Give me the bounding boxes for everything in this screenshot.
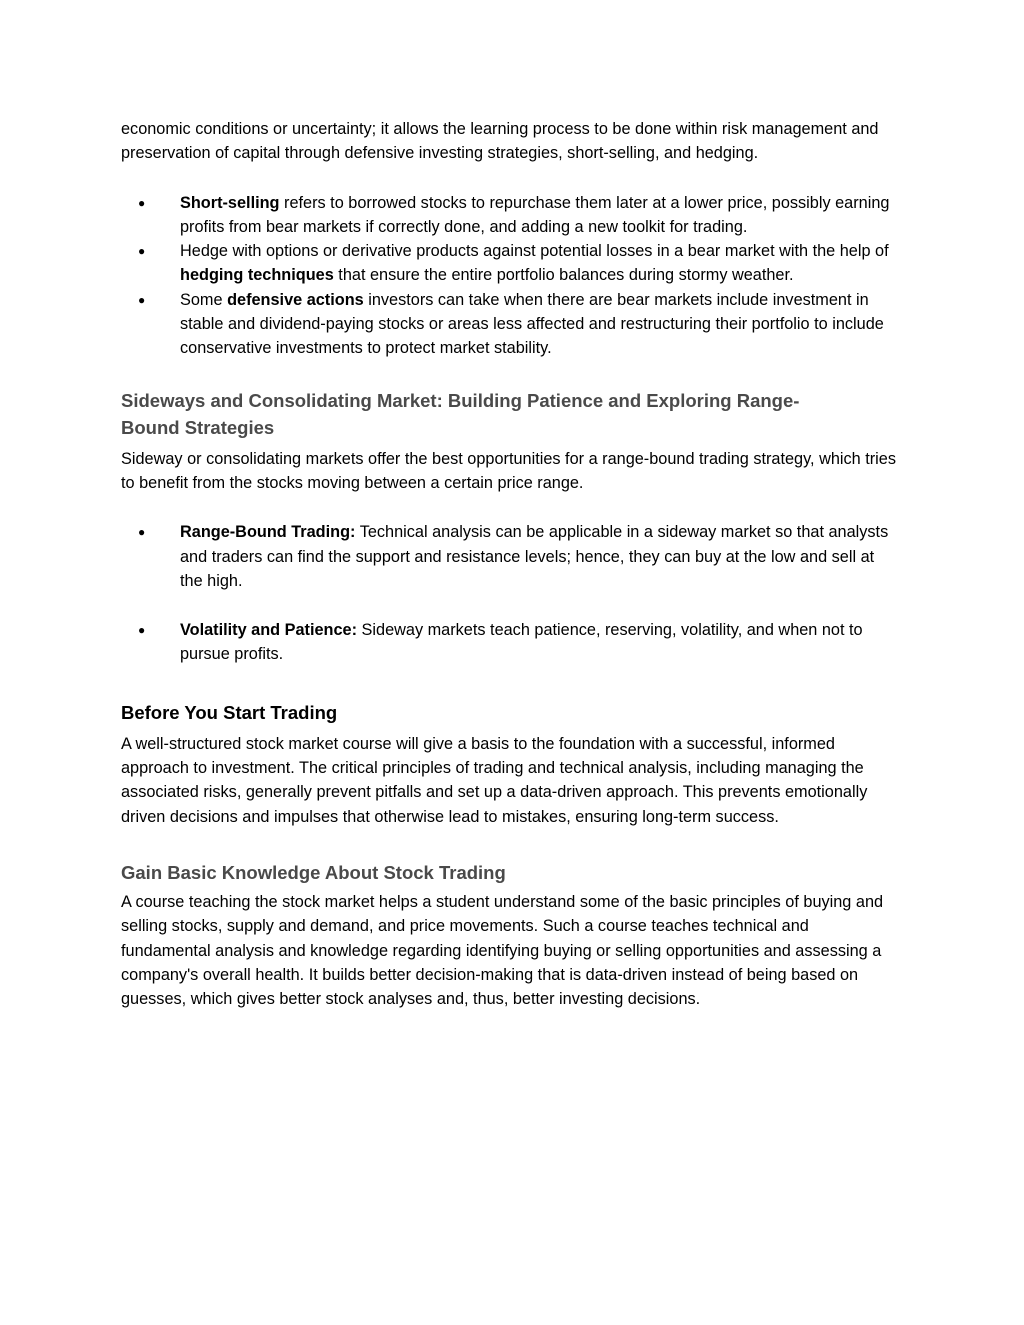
before-trading-paragraph: A well-structured stock market course will give a basis to the foundation with a successful, informed approach to investment. The critical principles of trading and technical analysis, including managing the associated risks, generally prevent pitfalls and set up a data-driven approach. This prevents emotionally driven decisions and impulses that otherwise lead to mistakes, ensuring long-term success. [121,734,868,826]
bullet-hedging: ● Hedge with options or derivative products against potential losses in a bear market with the help of hedging techniques that ensure the entire portfolio balances during stormy weather. [121,239,901,288]
bullet-bold-term: Range-Bound Trading: [180,523,356,542]
bullet-bold-term: defensive actions [227,290,364,309]
bullet-dot: ● [138,195,146,210]
bullet-volatility-patience: ● Volatility and Patience: Sideway markets teach patience, reserving, volatility, and when not to pursue profits. [121,618,901,667]
knowledge-heading: Gain Basic Knowledge About Stock Trading [121,861,506,883]
bullet-defensive-actions: ● Some defensive actions investors can take when there are bear markets include investment in stable and dividend-paying stocks or areas less affected and restructuring their portfolio to include conservative investments to protect market stability. [121,288,901,361]
knowledge-paragraph: A course teaching the stock market helps a student understand some of the basic principles of buying and selling stocks, supply and demand, and price movements. Such a course teaches technical and fundamental analysis and knowledge regarding identifying buying or selling opportunities and assessing a company's overall health. It builds better decision-making that is data-driven instead of being based on guesses, which gives better stock analyses and, thus, better investing decisions. [121,892,884,1009]
bullet-bold-term: Short-selling [180,193,280,212]
document-content [121,117,901,1011]
bullet-bold-term: hedging techniques [180,266,334,285]
bullet-range-bound: ● Range-Bound Trading: Technical analysis can be applicable in a sideway market so that analysts and traders can find the support and resistance levels; hence, they can buy at the low and sell at the high. [121,520,901,593]
bear-market-bullet-list [121,191,901,361]
bullet-bold-term: Volatility and Patience: [180,621,358,640]
sideways-heading: Sideways and Consolidating Market: Building Patience and Exploring Range-Bound Strategies [121,389,800,438]
bullet-dot: ● [138,244,146,259]
bullet-dot: ● [138,292,146,307]
bullet-dot: ● [138,623,146,638]
bullet-dot: ● [138,525,146,540]
sideways-bullet-list [121,520,901,666]
intro-paragraph: economic conditions or uncertainty; it allows the learning process to be done within risk management and preservation of capital through defensive investing strategies, short-selling, and hedging. [121,120,879,163]
before-trading-heading: Before You Start Trading [121,701,338,723]
sideways-paragraph: Sideway or consolidating markets offer the best opportunities for a range-bound trading strategy, which tries to benefit from the stocks moving between a certain price range. [121,449,896,492]
bullet-short-selling: ● Short-selling refers to borrowed stocks to repurchase them later at a lower price, possibly earning profits from bear markets if correctly done, and adding a new toolkit for trading. [121,191,901,240]
